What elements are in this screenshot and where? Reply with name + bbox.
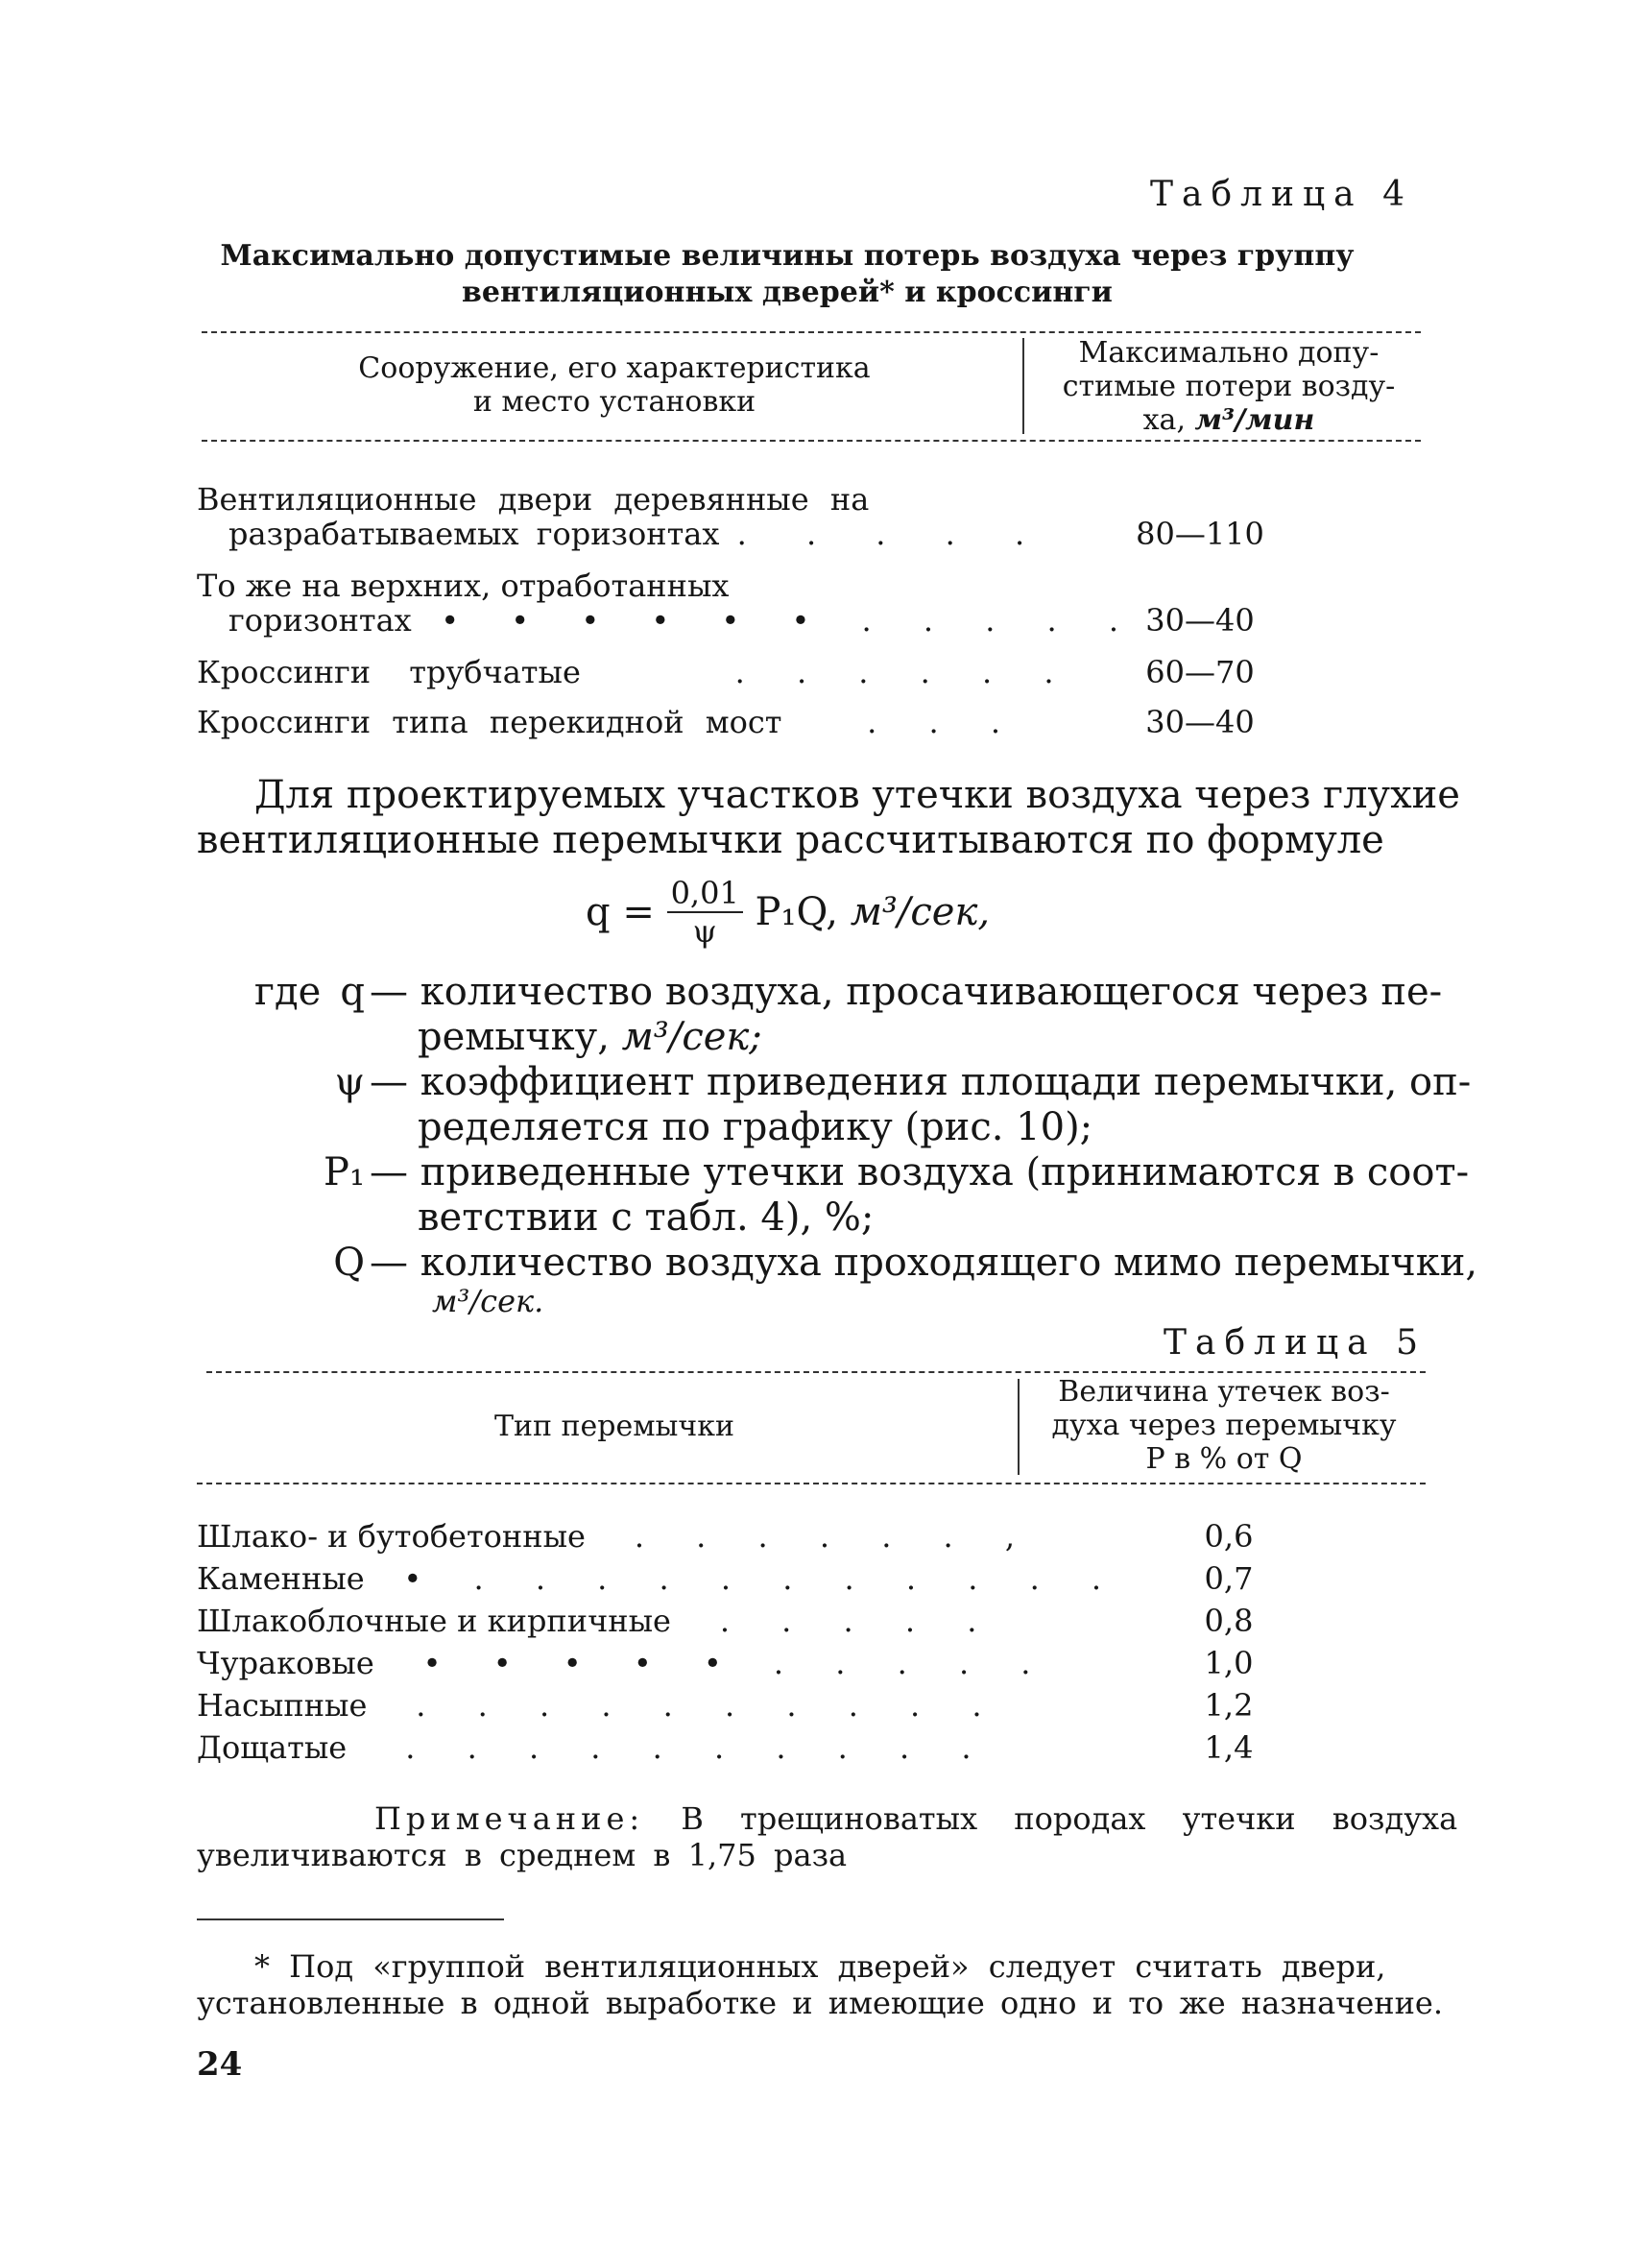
intro-line2: вентиляционные перемычки рассчитываются по формуле xyxy=(197,818,1384,862)
table4-row1-line1: Вентиляционные двери деревянные на xyxy=(197,481,870,518)
table5-row-value: 1,2 xyxy=(1204,1687,1254,1724)
table5-row-value: 1,0 xyxy=(1204,1645,1254,1681)
table4-header-col1-line1: Сооружение, его характеристика xyxy=(358,351,871,385)
table5-row: Каменные • . . . . . . . . . . . xyxy=(197,1560,1123,1597)
table5-label: Таблица 5 xyxy=(1164,1323,1427,1363)
table5-note-label: Примечание: xyxy=(374,1800,645,1837)
table4-header-col1-line2: и место установки xyxy=(472,385,756,419)
table5-row: Насыпные . . . . . . . . . . xyxy=(197,1687,1003,1724)
table4-row1-value: 80—110 xyxy=(1136,516,1264,552)
table4-row2-line2: горизонтах • • • • • • . . . . . xyxy=(228,602,1140,639)
table5-header-col2-line2: духа через перемычку xyxy=(1051,1409,1397,1442)
table5-header-col2 xyxy=(1027,1375,1421,1476)
table4-column-divider xyxy=(1022,338,1024,434)
table4-row2-value: 30—40 xyxy=(1145,602,1255,639)
table4-row3: Кроссинги трубчатые . . . . . . xyxy=(197,654,1075,690)
table5-header-col2-line3: P в % от Q xyxy=(1145,1442,1303,1476)
table4-title-line2: вентиляционных дверей* и кроссинги xyxy=(462,276,1113,309)
formula-denominator: ψ xyxy=(692,913,717,950)
def-q-unit: м³/сек; xyxy=(621,1015,762,1059)
table4-row4-value: 30—40 xyxy=(1145,704,1255,740)
table4-header-col2-line3: ха, м³/мин xyxy=(1142,403,1315,437)
def-q-symbol: q xyxy=(340,970,365,1014)
table5-row-value: 1,4 xyxy=(1204,1729,1254,1766)
table5-row-value: 0,6 xyxy=(1204,1518,1254,1555)
def-psi-line2: ределяется по графику (рис. 10); xyxy=(418,1105,1093,1149)
def-q-line2: ремычку, м³/сек; xyxy=(418,1015,762,1059)
table4-unit: м³/мин xyxy=(1194,403,1315,437)
def-q-line1: — количество воздуха, просачивающегося через пе- xyxy=(370,970,1443,1014)
table5-header-col2-line1: Величина утечек воз- xyxy=(1058,1375,1390,1409)
table4-title-line1: Максимально допустимые величины потерь воздуха через группу xyxy=(220,239,1355,273)
table5-top-rule xyxy=(206,1371,1426,1373)
def-psi-line1: — коэффициент приведения площади перемычки, оп- xyxy=(370,1060,1472,1104)
table4-header-col2 xyxy=(1032,336,1426,437)
table5-note-line2: увеличиваются в среднем в 1,75 раза xyxy=(197,1837,848,1873)
table4-top-rule xyxy=(202,331,1421,333)
formula-numerator: 0,01 xyxy=(667,875,743,913)
def-Q-unit: м³/сек. xyxy=(432,1283,544,1319)
def-p1-line1: — приведенные утечки воздуха (принимаются в соот- xyxy=(370,1150,1470,1194)
table5-row: Шлакоблочные и кирпичные . . . . . xyxy=(197,1603,998,1639)
table4-header-rule xyxy=(202,440,1421,442)
def-Q-symbol: Q xyxy=(333,1241,365,1285)
formula-lhs: q = xyxy=(586,889,655,934)
page-number: 24 xyxy=(197,2045,243,2084)
table5-column-divider xyxy=(1018,1379,1020,1475)
formula xyxy=(586,864,990,960)
table4-header-col2-line2: стимые потери возду- xyxy=(1062,370,1396,403)
footnote-line2: установленные в одной выработке и имеющие одно и то же назначение. xyxy=(197,1985,1444,2021)
table5-row-value: 0,8 xyxy=(1204,1603,1254,1639)
footnote-separator xyxy=(197,1918,504,1920)
table4-title xyxy=(197,238,1378,311)
def-p1-line2: ветствии с табл. 4), %; xyxy=(418,1195,875,1240)
def-psi-symbol: ψ xyxy=(334,1060,365,1104)
table5-header-col1: Тип перемычки xyxy=(493,1410,735,1443)
formula-fraction xyxy=(667,875,743,950)
table5-row: Шлако- и бутобетонные . . . . . . , xyxy=(197,1518,1037,1555)
table5-row-value: 0,7 xyxy=(1204,1560,1254,1597)
formula-unit: м³/сек, xyxy=(850,889,991,934)
table4-header-col1 xyxy=(288,351,941,419)
table4-row3-value: 60—70 xyxy=(1145,654,1255,690)
table5-row: Чураковые • • • • • . . . . . xyxy=(197,1645,1052,1681)
table5-note-line1: Примечание: В трещиноватых породах утечки воздуха xyxy=(374,1800,1458,1837)
formula-rhs: P₁Q, xyxy=(755,889,838,934)
table4-row1-line2: разрабатываемых горизонтах . . . . . xyxy=(228,516,1046,552)
table4-row2-line1: То же на верхних, отработанных xyxy=(197,567,730,604)
footnote-line1: * Под «группой вентиляционных дверей» следует считать двери, xyxy=(254,1948,1386,1985)
def-Q-line1: — количество воздуха проходящего мимо перемычки, xyxy=(370,1241,1478,1285)
table5-row: Дощатые . . . . . . . . . . xyxy=(197,1729,993,1766)
intro-line1: Для проектируемых участков утечки воздуха через глухие xyxy=(254,773,1460,817)
table4-label: Таблица 4 xyxy=(1150,175,1413,214)
table4-row4: Кроссинги типа перекидной мост . . . xyxy=(197,704,1022,740)
def-p1-symbol: P₁ xyxy=(324,1150,365,1194)
where-label: где xyxy=(254,970,322,1014)
table4-header-col2-line1: Максимально допу- xyxy=(1078,336,1380,370)
table5-header-rule xyxy=(197,1483,1426,1484)
